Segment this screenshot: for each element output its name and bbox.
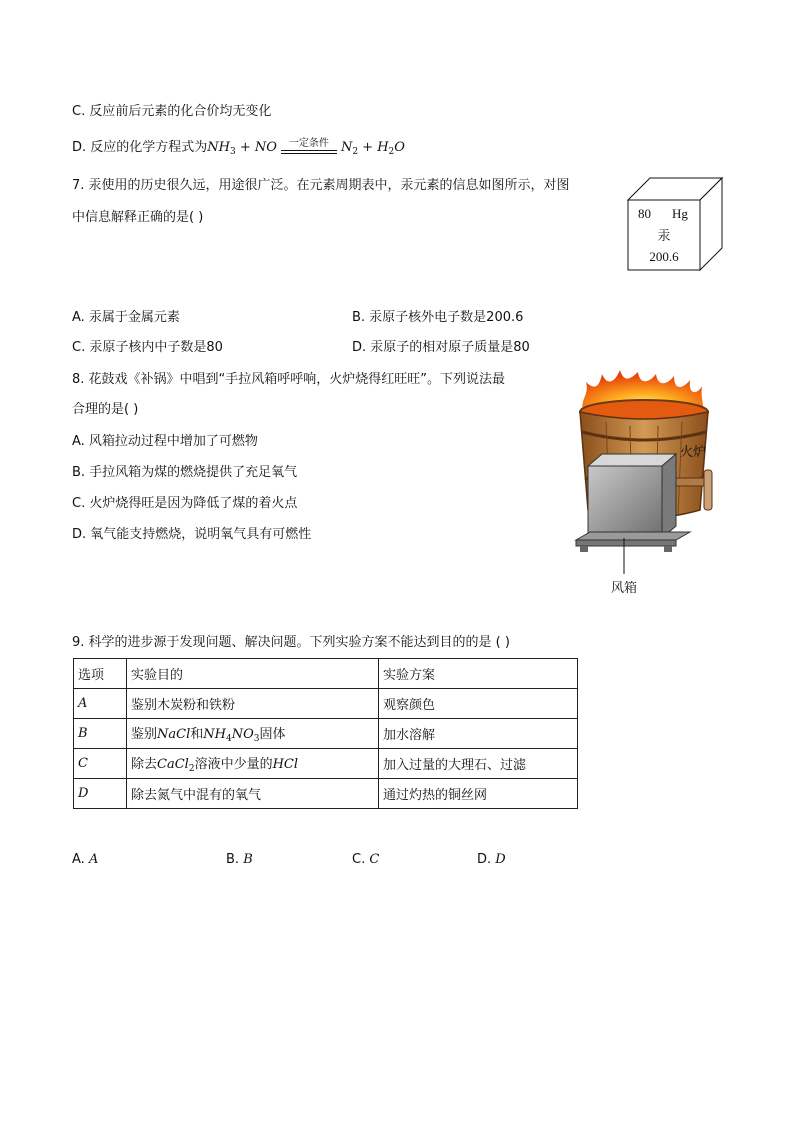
row-option: C <box>74 749 127 779</box>
element-name: 汞 <box>657 229 671 244</box>
q9-answer-a: A. A <box>72 852 99 867</box>
table-header-row <box>74 659 578 689</box>
table-header-plan: 实验方案 <box>379 659 578 689</box>
row-plan: 观察颜色 <box>379 689 578 719</box>
element-card-figure <box>626 176 726 274</box>
row-purpose: 除去CaCl$_2$溶液中少量的HCl <box>127 749 379 779</box>
q8-option-b: B. 手拉风箱为煤的燃烧提供了充足氧气 <box>72 465 298 480</box>
q7-option-a: A. 汞属于金属元素 <box>72 310 180 325</box>
table-row <box>74 749 578 779</box>
row-option: B <box>74 719 127 749</box>
element-atomic-number: 80 <box>638 206 651 221</box>
bellows-label: 风箱 <box>610 581 638 596</box>
reaction-condition-arrow <box>281 138 337 158</box>
q9-answer-c: C. C <box>352 852 380 867</box>
q6-option-c: C. 反应前后元素的化合价均无变化 <box>72 104 272 119</box>
q7-stem-line2: 中信息解释正确的是( ) <box>72 210 204 225</box>
q7-option-c: C. 汞原子核内中子数是80 <box>72 340 223 355</box>
q8-stem-line2: 合理的是( ) <box>72 402 139 417</box>
q9-answer-b: B. B <box>226 852 253 867</box>
row-plan: 通过灼热的铜丝网 <box>379 779 578 809</box>
table-row <box>74 779 578 809</box>
q8-option-d: D. 氧气能支持燃烧，说明氧气具有可燃性 <box>72 527 312 542</box>
element-symbol: Hg <box>672 206 688 221</box>
bellows-box <box>588 466 662 538</box>
q7-stem-line1: 7. 汞使用的历史很久远，用途很广泛。在元素周期表中，汞元素的信息如图所示，对图 <box>72 178 570 193</box>
row-purpose: 除去氮气中混有的氧气 <box>127 779 379 809</box>
q9-answer-d: D. D <box>477 852 506 867</box>
furnace-bellows-figure <box>566 370 726 600</box>
q6-option-d-prefix: D. 反应的化学方程式为 <box>72 140 208 155</box>
row-plan: 加水溶解 <box>379 719 578 749</box>
table-header-option: 选项 <box>74 659 127 689</box>
q7-option-d: D. 汞原子的相对原子质量是80 <box>352 340 530 355</box>
q7-option-b: B. 汞原子核外电子数是200.6 <box>352 310 524 325</box>
row-option: D <box>74 779 127 809</box>
q6-option-d <box>72 138 405 162</box>
experiment-table <box>73 658 578 809</box>
q8-option-a: A. 风箱拉动过程中增加了可燃物 <box>72 434 258 449</box>
table-header-purpose: 实验目的 <box>127 659 379 689</box>
element-atomic-mass: 200.6 <box>649 249 679 264</box>
row-purpose: 鉴别木炭粉和铁粉 <box>127 689 379 719</box>
q9-stem: 9. 科学的进步源于发现问题、解决问题。下列实验方案不能达到目的的是 ( ) <box>72 635 510 650</box>
row-option: A <box>74 689 127 719</box>
row-plan: 加入过量的大理石、过滤 <box>379 749 578 779</box>
reaction-condition: 一定条件 <box>288 138 329 149</box>
table-row <box>74 689 578 719</box>
chemical-equation-reactants: $NH_3$ + NO <box>207 140 277 157</box>
chemical-equation-products: $N_2 + H_2O$ <box>340 140 405 157</box>
q8-stem-line1: 8. 花鼓戏《补锅》中唱到“手拉风箱呼呼响，火炉烧得红旺旺”。下列说法最 <box>72 372 506 387</box>
furnace-label: 火炉 <box>680 445 707 460</box>
q8-option-c: C. 火炉烧得旺是因为降低了煤的着火点 <box>72 496 298 511</box>
row-purpose: 鉴别NaCl和$NH_4NO_3$固体 <box>127 719 379 749</box>
table-row <box>74 719 578 749</box>
